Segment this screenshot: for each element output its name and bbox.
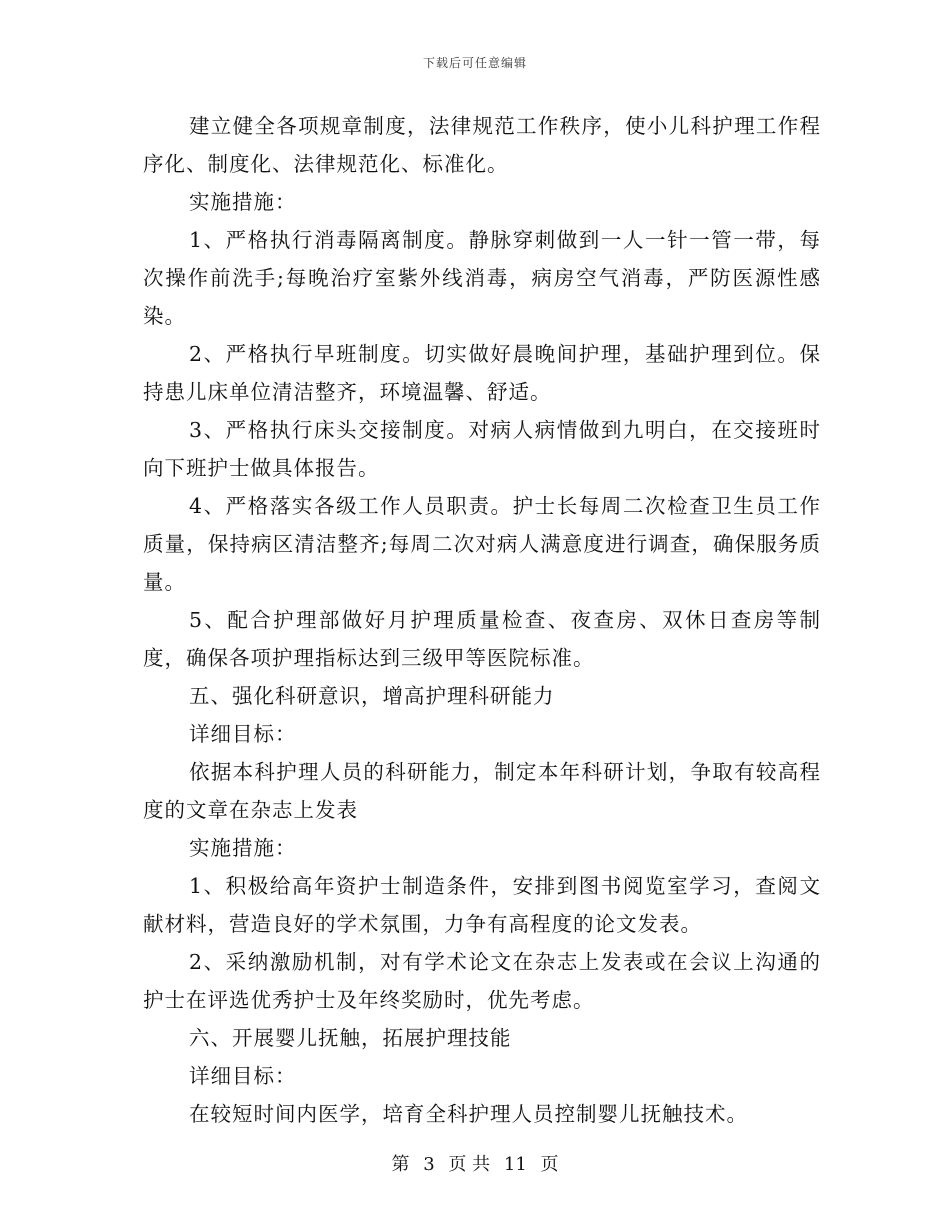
section-heading-6: 六、开展婴儿抚触，拓展护理技能 <box>189 1026 512 1050</box>
paragraph-1: 建立健全各项规章制度，法律规范工作秩序，使小儿科护理工作程序化、制度化、法律规范化、标准化。 <box>143 114 821 176</box>
page-number-mid: 页 共 <box>448 1154 491 1175</box>
page-header: 下载后可任意编辑 <box>422 56 527 70</box>
page-number-suffix: 页 <box>540 1154 559 1175</box>
paragraph-11: 实施措施： <box>189 836 297 860</box>
page-number-current: 3 <box>423 1154 435 1175</box>
paragraph-6: 4、严格落实各级工作人员职责。护士长每周二次检查卫生员工作质量，保持病区清洁整齐;每周二次对病人满意度进行调查，确保服务质量。 <box>143 494 821 594</box>
paragraph-16: 在较短时间内医学，培育全科护理人员控制婴儿抚触技术。 <box>189 1102 748 1126</box>
section-heading-5: 五、强化科研意识，增高护理科研能力 <box>189 684 555 708</box>
paragraph-9: 详细目标： <box>189 722 297 746</box>
page-number-prefix: 第 <box>391 1154 410 1175</box>
paragraph-3: 1、严格执行消毒隔离制度。静脉穿刺做到一人一针一管一带，每次操作前洗手;每晚治疗室紫外线消毒，病房空气消毒，严防医源性感染。 <box>143 228 821 328</box>
document-body <box>143 107 821 1133</box>
page-footer <box>0 1150 950 1176</box>
paragraph-15: 详细目标： <box>189 1064 297 1088</box>
paragraph-4: 2、严格执行早班制度。切实做好晨晚间护理，基础护理到位。保持患儿床单位清洁整齐，环境温馨、舒适。 <box>143 342 821 404</box>
paragraph-2: 实施措施： <box>189 190 297 214</box>
paragraph-13: 2、采纳激励机制，对有学术论文在杂志上发表或在会议上沟通的护士在评选优秀护士及年终奖励时，优先考虑。 <box>143 950 821 1012</box>
paragraph-5: 3、严格执行床头交接制度。对病人病情做到九明白，在交接班时向下班护士做具体报告。 <box>143 418 821 480</box>
paragraph-12: 1、积极给高年资护士制造条件，安排到图书阅览室学习，查阅文献材料，营造良好的学术氛围，力争有高程度的论文发表。 <box>143 874 821 936</box>
page-number-total: 11 <box>503 1154 527 1175</box>
paragraph-10: 依据本科护理人员的科研能力，制定本年科研计划，争取有较高程度的文章在杂志上发表 <box>143 760 821 822</box>
paragraph-7: 5、配合护理部做好月护理质量检查、夜查房、双休日查房等制度，确保各项护理指标达到三级甲等医院标准。 <box>143 608 821 670</box>
